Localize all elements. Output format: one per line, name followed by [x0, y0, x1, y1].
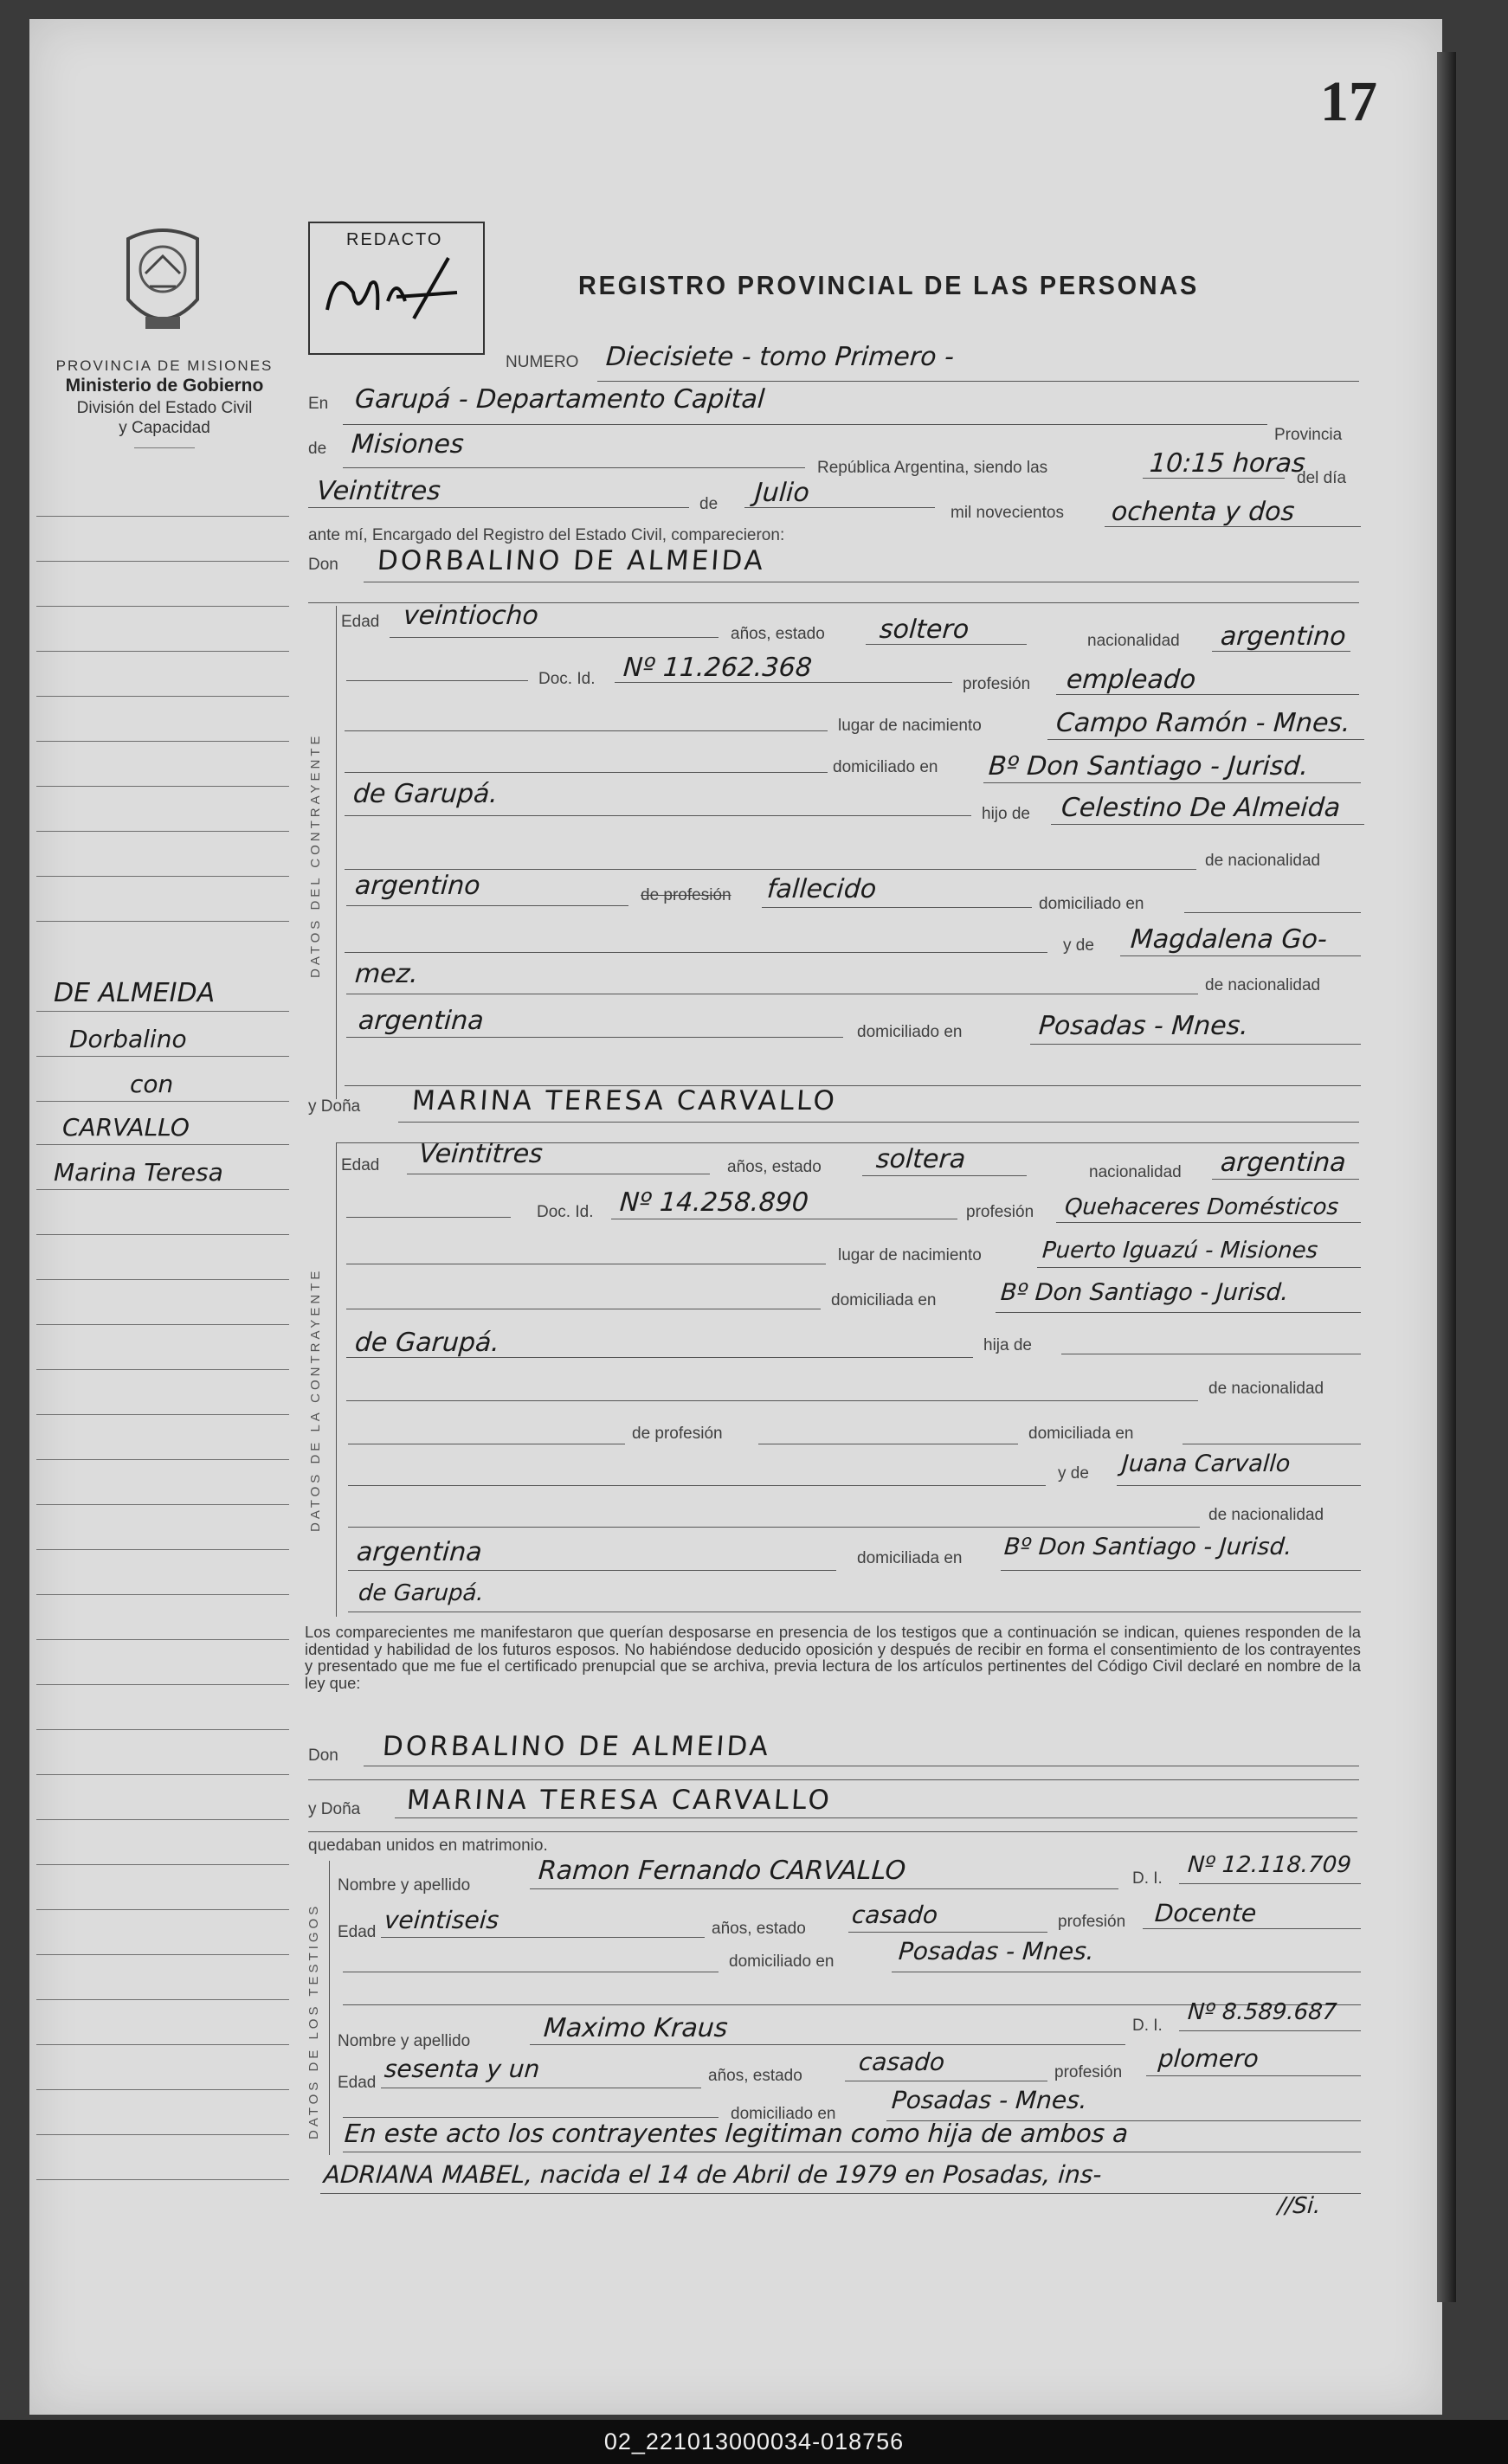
- quedaban-text: quedaban unidos en matrimonio.: [308, 1837, 548, 1855]
- dona-line: [398, 1122, 1359, 1123]
- dia-line: [308, 507, 689, 508]
- edad-label-2: Edad: [341, 1156, 380, 1174]
- t1-nombre-line: [530, 1888, 1118, 1889]
- madre-dom-value-2-2: de Garupá.: [357, 1580, 485, 1606]
- margin-rule: [36, 1056, 289, 1057]
- padre-prof-label-2: de profesión: [632, 1425, 723, 1443]
- madre-nac-line-2: [348, 1527, 1200, 1528]
- t1-estado-label: años, estado: [712, 1920, 806, 1938]
- t2-dom-label: domiciliado en: [731, 2105, 836, 2123]
- madre-nac-label: de nacionalidad: [1205, 976, 1321, 994]
- decl-don-line-2: [308, 1779, 1359, 1780]
- numero-label: NUMERO: [506, 353, 579, 371]
- t1-di-value: Nº 12.118.709: [1186, 1852, 1352, 1878]
- contrayente-side-label: DATOS DEL CONTRAYENTE: [308, 732, 323, 978]
- margin-rule: [36, 1144, 289, 1145]
- doc-label-2: Doc. Id.: [537, 1203, 594, 1221]
- domicilio-label-2: domiciliada en: [831, 1291, 937, 1309]
- madre-dom-label-2: domiciliada en: [857, 1549, 963, 1567]
- t1-profesion-label: profesión: [1058, 1913, 1126, 1931]
- annotation-line-3: //Si.: [1276, 2193, 1322, 2219]
- t2-dom-lead-line: [343, 2117, 719, 2118]
- estado-label-2: años, estado: [727, 1158, 822, 1176]
- margin-note-name: Dorbalino: [69, 1025, 187, 1053]
- domicilio-lead-line: [345, 772, 828, 773]
- domicilio-2-line-2: [346, 1357, 973, 1358]
- t2-edad-value: sesenta y un: [383, 2055, 541, 2083]
- decl-don-value: DORBALINO DE ALMEIDA: [381, 1731, 772, 1762]
- madre-nac-line: [346, 1037, 843, 1038]
- dona-label: y Doña: [308, 1097, 361, 1116]
- annotation-line-1: En este acto los contrayentes legitiman como hija de ambos a: [343, 2119, 1130, 2148]
- padre-value: Celestino De Almeida: [1060, 793, 1342, 823]
- margin-rule: [36, 1189, 289, 1190]
- hora-value: 10:15 horas: [1148, 448, 1306, 479]
- t2-di-line: [1179, 2030, 1361, 2031]
- domicilio-value-2-1: Bº Don Santiago - Jurisd.: [999, 1279, 1290, 1306]
- edad-label: Edad: [341, 613, 380, 631]
- estado-value: soltero: [878, 614, 970, 645]
- y-de-label-2: y de: [1058, 1464, 1089, 1483]
- t2-di-label: D. I.: [1132, 2017, 1163, 2035]
- domicilio-2-line: [345, 815, 971, 816]
- don-label: Don: [308, 556, 338, 574]
- contrayente-bracket: [336, 606, 337, 1099]
- ministry-heading: [35, 357, 294, 448]
- nacionalidad-value-2: argentina: [1219, 1148, 1347, 1178]
- madre-dom-label: domiciliado en: [857, 1023, 963, 1041]
- padre-prof-line: [762, 907, 1032, 908]
- madre-line-2: [1117, 1485, 1361, 1486]
- t2-estado-label: años, estado: [708, 2067, 802, 2085]
- hijo-label: hijo de: [982, 805, 1030, 823]
- margin-note-con: con: [130, 1070, 174, 1098]
- t2-edad-label: Edad: [338, 2074, 377, 2092]
- lugar-line: [1047, 739, 1364, 740]
- madre-dom-line: [1030, 1044, 1361, 1045]
- margin-rule: [36, 1011, 289, 1012]
- t2-profesion-line: [1146, 2075, 1361, 2076]
- de-label: de: [308, 440, 327, 458]
- ante-label: ante mí, Encargado del Registro del Estado Civil, comparecieron:: [308, 526, 785, 544]
- domicilio-line: [983, 782, 1361, 783]
- doc-lead-line-2: [346, 1217, 511, 1218]
- lugar-value-2: Puerto Iguazú - Misiones: [1041, 1238, 1319, 1264]
- profesion-line-2: [1056, 1222, 1361, 1223]
- lugar-line-2: [1037, 1267, 1361, 1268]
- madre-value-2: Juana Carvallo: [1120, 1451, 1292, 1477]
- decl-dona-line-2: [308, 1831, 1357, 1832]
- t1-estado-value: casado: [850, 1901, 939, 1929]
- t1-estado-line: [848, 1932, 1047, 1933]
- mil-label: mil novecientos: [951, 504, 1064, 522]
- dia-value: Veintitres: [315, 476, 442, 506]
- t1-profesion-line: [1143, 1928, 1361, 1929]
- madre-dom-line-2: [1001, 1570, 1361, 1571]
- estado-value-2: soltera: [874, 1144, 967, 1174]
- provincia-label: Provincia: [1274, 426, 1343, 444]
- t1-di-label: D. I.: [1132, 1869, 1163, 1888]
- de-value: Misiones: [350, 429, 465, 460]
- hija-label: hija de: [983, 1336, 1032, 1354]
- madre-nac-line-2b: [348, 1570, 836, 1571]
- ministry-capacity: y Capacidad: [119, 419, 210, 438]
- nacionalidad-line: [1212, 651, 1350, 652]
- profesion-value: empleado: [1065, 665, 1197, 695]
- edad-value: veintiocho: [402, 601, 540, 631]
- ministry-division: División del Estado Civil: [76, 398, 253, 417]
- en-value: Garupá - Departamento Capital: [353, 384, 766, 415]
- mes-line: [744, 507, 935, 508]
- contrayente-name: DORBALINO DE ALMEIDA: [376, 545, 767, 576]
- margin-rule: [36, 1101, 289, 1102]
- t1-edad-value: veintiseis: [383, 1906, 500, 1934]
- declaration-paragraph: Los comparecientes me manifestaron que querían desposarse en presencia de los testigos que a continuación se indican, quienes responden de la identidad y habilidad de los futuros esposos. No habiéndose deducido oposición y después de recibir en forma el consentimiento de los contrayentes y presentado que me fue el certificado prenupcial que se archiva, previa lectura de los artículos pertinentes del Código Civil declaré en nombre de la ley que:: [305, 1623, 1361, 1692]
- t2-dom-value: Posadas - Mnes.: [890, 2086, 1088, 2114]
- redacto-label: REDACTO: [346, 230, 443, 249]
- padre-2-line: [345, 869, 1196, 870]
- padre-prof-label: de profesión: [641, 886, 731, 904]
- t2-di-value: Nº 8.589.687: [1186, 1999, 1338, 2025]
- nacionalidad-value: argentino: [1219, 621, 1347, 652]
- domicilio-value-1: Bº Don Santiago - Jurisd.: [987, 751, 1310, 782]
- t1-edad-line: [381, 1937, 705, 1938]
- padre-nac-value: argentino: [353, 871, 481, 901]
- padre-nac-line: [346, 905, 628, 906]
- profesion-value-2: Quehaceres Domésticos: [1063, 1194, 1340, 1220]
- province-seal-icon: [111, 222, 215, 343]
- doc-value-2: Nº 14.258.890: [618, 1187, 810, 1218]
- madre-value-1: Magdalena Go-: [1129, 924, 1329, 955]
- madre-lead-line-2: [348, 1485, 1046, 1486]
- madre-dom-value: Posadas - Mnes.: [1037, 1011, 1250, 1041]
- de-line: [343, 467, 805, 468]
- madre-nac-value-2: argentina: [355, 1537, 483, 1567]
- padre-prof-value: fallecido: [765, 874, 878, 904]
- testigos-side-label: DATOS DE LOS TESTIGOS: [306, 1902, 321, 2139]
- madre-nac-value: argentina: [357, 1006, 485, 1036]
- t2-nombre-label: Nombre y apellido: [338, 2032, 471, 2050]
- numero-line: [597, 381, 1359, 382]
- en-label: En: [308, 395, 329, 413]
- image-caption: 02_221013000034-018756: [603, 2429, 905, 2454]
- t1-edad-label: Edad: [338, 1923, 377, 1941]
- t1-nombre-label: Nombre y apellido: [338, 1876, 471, 1895]
- padre-dom-label: domiciliado en: [1039, 895, 1144, 913]
- contrayenta-bracket: [336, 1142, 337, 1617]
- annotation-line-2-rule: [320, 2193, 1361, 2194]
- decl-dona-value: MARINA TERESA CARVALLO: [405, 1785, 834, 1816]
- decl-don-label: Don: [308, 1747, 338, 1765]
- mes-value: Julio: [753, 478, 811, 508]
- lugar-lead-line: [345, 730, 828, 731]
- edad-value-2: Veintitres: [417, 1139, 545, 1169]
- profesion-label: profesión: [963, 675, 1031, 693]
- doc-label: Doc. Id.: [538, 670, 596, 688]
- ministry-province: PROVINCIA DE MISIONES: [55, 357, 274, 374]
- padre-line: [1051, 824, 1364, 825]
- del-dia-label: del día: [1297, 469, 1347, 487]
- estado-line-2: [862, 1175, 1027, 1176]
- nacionalidad-label: nacionalidad: [1087, 632, 1180, 650]
- republica-label: República Argentina, siendo las: [817, 459, 1048, 477]
- doc-value: Nº 11.262.368: [622, 653, 814, 683]
- estado-label: años, estado: [731, 625, 825, 643]
- lugar-value: Campo Ramón - Mnes.: [1054, 708, 1351, 738]
- madre-dom-value-2-1: Bº Don Santiago - Jurisd.: [1002, 1534, 1293, 1560]
- nacionalidad-line-2: [1212, 1179, 1359, 1180]
- nacionalidad-label-2: nacionalidad: [1089, 1163, 1182, 1181]
- lugar-label-2: lugar de nacimiento: [838, 1246, 982, 1264]
- decl-dona-line: [395, 1817, 1357, 1818]
- testigos-bracket: [329, 1861, 330, 2155]
- decl-dona-label: y Doña: [308, 1800, 361, 1818]
- folio-number: 17: [1320, 70, 1377, 133]
- t1-profesion-value: Docente: [1153, 1899, 1258, 1927]
- t1-dom-value: Posadas - Mnes.: [897, 1937, 1095, 1965]
- redacto-stamp: [308, 222, 485, 355]
- numero-value: Diecisiete - tomo Primero -: [604, 342, 956, 372]
- y-de-label: y de: [1063, 936, 1094, 955]
- t1-nombre-value: Ramon Fernando CARVALLO: [537, 1856, 907, 1886]
- margin-note-surname-2: CARVALLO: [62, 1113, 190, 1142]
- de-mes-label: de: [699, 495, 719, 513]
- t2-estado-value: casado: [857, 2048, 946, 2076]
- madre-line: [1120, 955, 1361, 956]
- book-spine-edge: [1437, 52, 1456, 2302]
- padre-nac-label: de nacionalidad: [1205, 852, 1321, 870]
- margin-note-surname: DE ALMEIDA: [54, 978, 216, 1008]
- doc-line: [615, 682, 952, 683]
- lugar-label: lugar de nacimiento: [838, 717, 982, 735]
- domicilio-value-2: de Garupá.: [351, 779, 499, 809]
- hora-line: [1143, 478, 1285, 479]
- t2-nombre-value: Maximo Kraus: [542, 2013, 729, 2043]
- profesion-line: [1056, 694, 1359, 695]
- domicilio-label: domiciliado en: [833, 758, 938, 776]
- t1-di-line: [1179, 1883, 1361, 1884]
- profesion-label-2: profesión: [966, 1203, 1034, 1221]
- padre-dom-label-2: domiciliada en: [1028, 1425, 1134, 1443]
- doc-lead-line: [346, 680, 528, 681]
- annotation-line-2: ADRIANA MABEL, nacida el 14 de Abril de 1979 en Posadas, ins-: [322, 2160, 1103, 2189]
- domicilio-line-2: [996, 1312, 1361, 1313]
- t2-nombre-line: [530, 2044, 1125, 2045]
- edad-line: [390, 637, 719, 638]
- contrayenta-side-label: DATOS DE LA CONTRAYENTE: [308, 1267, 323, 1532]
- anio-line: [1105, 526, 1361, 527]
- page-title: REGISTRO PROVINCIAL DE LAS PERSONAS: [578, 270, 1200, 300]
- contrayenta-name: MARINA TERESA CARVALLO: [410, 1085, 839, 1116]
- madre-value-2: mez.: [353, 959, 420, 989]
- ministry-rule: [134, 447, 195, 448]
- madre-nac-label-2: de nacionalidad: [1208, 1506, 1324, 1524]
- estado-line: [866, 644, 1027, 645]
- en-line: [343, 424, 1267, 425]
- padre-dom-line: [1184, 912, 1361, 913]
- signature-icon: [310, 249, 480, 350]
- domicilio-value-2-2: de Garupá.: [353, 1328, 501, 1358]
- padre-nac-line-2: [346, 1400, 1198, 1401]
- madre-lead-line: [345, 952, 1047, 953]
- ministry-name: Ministerio de Gobierno: [65, 376, 264, 396]
- margin-note-name-2: Marina Teresa: [54, 1158, 223, 1187]
- padre-nac-label-2: de nacionalidad: [1208, 1380, 1324, 1398]
- anio-value: ochenta y dos: [1110, 497, 1296, 527]
- t2-profesion-value: plomero: [1157, 2044, 1260, 2073]
- t2-profesion-label: profesión: [1054, 2063, 1123, 2081]
- t1-dom-label: domiciliado en: [729, 1953, 835, 1971]
